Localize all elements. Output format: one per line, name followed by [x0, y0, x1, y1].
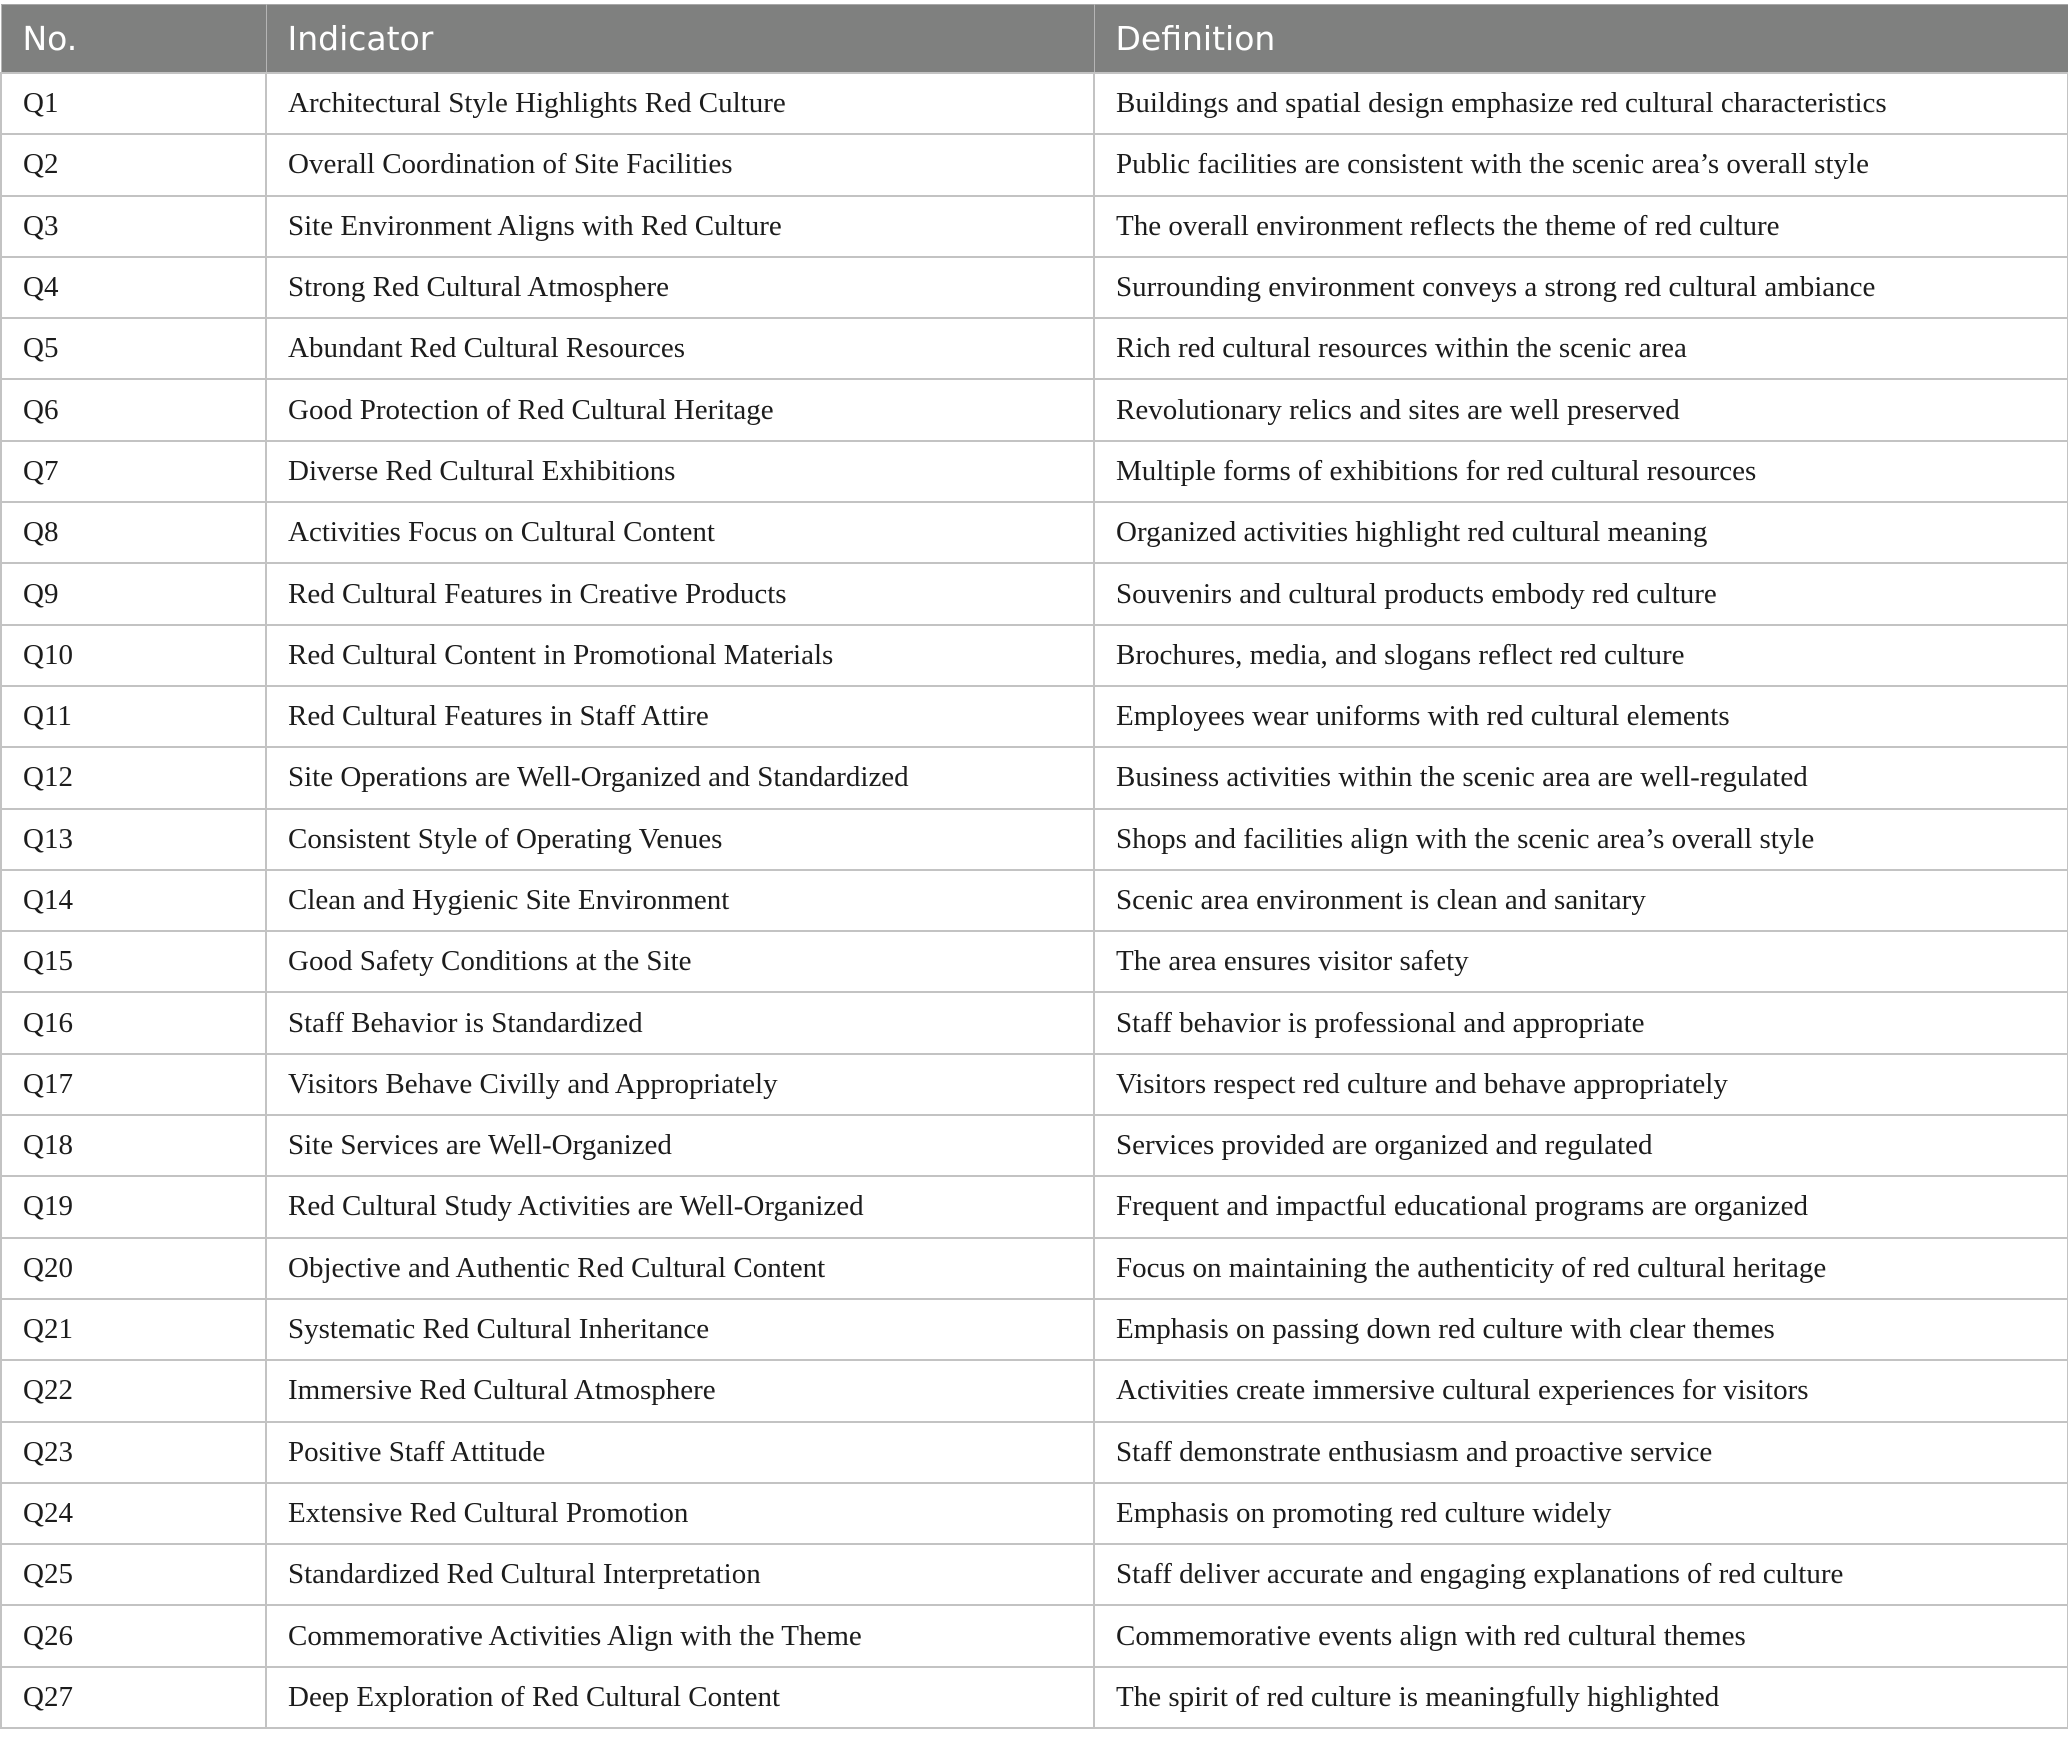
cell-no: Q5: [1, 318, 266, 379]
cell-definition: Surrounding environment conveys a strong red cultural ambiance: [1094, 257, 2068, 318]
cell-no: Q27: [1, 1667, 266, 1728]
table-row: [1, 809, 2068, 870]
table-row: [1, 1054, 2068, 1115]
cell-indicator: Clean and Hygienic Site Environment: [266, 870, 1094, 931]
cell-no: Q10: [1, 625, 266, 686]
column-header-definition: Definition: [1094, 5, 2068, 74]
table-row: [1, 502, 2068, 563]
cell-indicator: Staff Behavior is Standardized: [266, 992, 1094, 1053]
cell-definition: Staff behavior is professional and appropriate: [1094, 992, 2068, 1053]
cell-indicator: Standardized Red Cultural Interpretation: [266, 1544, 1094, 1605]
cell-indicator: Extensive Red Cultural Promotion: [266, 1483, 1094, 1544]
cell-no: Q2: [1, 134, 266, 195]
cell-definition: Visitors respect red culture and behave appropriately: [1094, 1054, 2068, 1115]
cell-no: Q12: [1, 747, 266, 808]
table-row: [1, 686, 2068, 747]
cell-indicator: Site Services are Well-Organized: [266, 1115, 1094, 1176]
table-row: [1, 625, 2068, 686]
table-row: [1, 73, 2068, 134]
cell-indicator: Overall Coordination of Site Facilities: [266, 134, 1094, 195]
table-row: [1, 134, 2068, 195]
cell-definition: Brochures, media, and slogans reflect red culture: [1094, 625, 2068, 686]
table-row: [1, 1667, 2068, 1728]
cell-indicator: Activities Focus on Cultural Content: [266, 502, 1094, 563]
cell-no: Q25: [1, 1544, 266, 1605]
table-header: [1, 5, 2068, 74]
cell-indicator: Consistent Style of Operating Venues: [266, 809, 1094, 870]
cell-no: Q4: [1, 257, 266, 318]
column-header-indicator: Indicator: [266, 5, 1094, 74]
cell-indicator: Red Cultural Features in Creative Products: [266, 563, 1094, 624]
cell-no: Q1: [1, 73, 266, 134]
table-row: [1, 318, 2068, 379]
cell-definition: Frequent and impactful educational programs are organized: [1094, 1176, 2068, 1237]
table-row: [1, 257, 2068, 318]
table-row: [1, 563, 2068, 624]
cell-definition: The overall environment reflects the theme of red culture: [1094, 196, 2068, 257]
cell-no: Q11: [1, 686, 266, 747]
cell-indicator: Systematic Red Cultural Inheritance: [266, 1299, 1094, 1360]
cell-definition: Focus on maintaining the authenticity of red cultural heritage: [1094, 1238, 2068, 1299]
cell-indicator: Red Cultural Study Activities are Well-Organized: [266, 1176, 1094, 1237]
column-header-no: No.: [1, 5, 266, 74]
cell-indicator: Objective and Authentic Red Cultural Content: [266, 1238, 1094, 1299]
cell-no: Q6: [1, 379, 266, 440]
cell-definition: Scenic area environment is clean and sanitary: [1094, 870, 2068, 931]
table-row: [1, 1605, 2068, 1666]
cell-no: Q3: [1, 196, 266, 257]
table-body: [1, 73, 2068, 1728]
cell-indicator: Red Cultural Features in Staff Attire: [266, 686, 1094, 747]
cell-no: Q26: [1, 1605, 266, 1666]
cell-indicator: Positive Staff Attitude: [266, 1422, 1094, 1483]
cell-no: Q24: [1, 1483, 266, 1544]
cell-no: Q15: [1, 931, 266, 992]
cell-definition: Business activities within the scenic area are well-regulated: [1094, 747, 2068, 808]
table-row: [1, 931, 2068, 992]
cell-definition: Buildings and spatial design emphasize red cultural characteristics: [1094, 73, 2068, 134]
cell-no: Q23: [1, 1422, 266, 1483]
cell-indicator: Diverse Red Cultural Exhibitions: [266, 441, 1094, 502]
cell-definition: Shops and facilities align with the scenic area’s overall style: [1094, 809, 2068, 870]
header-row: [1, 5, 2068, 74]
cell-indicator: Commemorative Activities Align with the Theme: [266, 1605, 1094, 1666]
table-row: [1, 870, 2068, 931]
cell-indicator: Site Operations are Well-Organized and Standardized: [266, 747, 1094, 808]
cell-definition: Commemorative events align with red cultural themes: [1094, 1605, 2068, 1666]
cell-indicator: Strong Red Cultural Atmosphere: [266, 257, 1094, 318]
table-row: [1, 1299, 2068, 1360]
cell-no: Q9: [1, 563, 266, 624]
table-row: [1, 1176, 2068, 1237]
cell-definition: Multiple forms of exhibitions for red cultural resources: [1094, 441, 2068, 502]
cell-definition: Souvenirs and cultural products embody red culture: [1094, 563, 2068, 624]
cell-definition: Staff deliver accurate and engaging explanations of red culture: [1094, 1544, 2068, 1605]
cell-definition: The spirit of red culture is meaningfully highlighted: [1094, 1667, 2068, 1728]
table-row: [1, 747, 2068, 808]
cell-no: Q16: [1, 992, 266, 1053]
cell-indicator: Visitors Behave Civilly and Appropriately: [266, 1054, 1094, 1115]
cell-no: Q8: [1, 502, 266, 563]
table-row: [1, 1360, 2068, 1421]
cell-no: Q13: [1, 809, 266, 870]
cell-definition: Emphasis on promoting red culture widely: [1094, 1483, 2068, 1544]
cell-indicator: Immersive Red Cultural Atmosphere: [266, 1360, 1094, 1421]
table-row: [1, 1115, 2068, 1176]
cell-indicator: Deep Exploration of Red Cultural Content: [266, 1667, 1094, 1728]
cell-indicator: Red Cultural Content in Promotional Materials: [266, 625, 1094, 686]
cell-no: Q21: [1, 1299, 266, 1360]
cell-no: Q20: [1, 1238, 266, 1299]
cell-definition: Organized activities highlight red cultural meaning: [1094, 502, 2068, 563]
cell-definition: Services provided are organized and regulated: [1094, 1115, 2068, 1176]
cell-definition: Rich red cultural resources within the scenic area: [1094, 318, 2068, 379]
cell-definition: The area ensures visitor safety: [1094, 931, 2068, 992]
indicator-table: [0, 4, 2068, 1729]
table-row: [1, 1238, 2068, 1299]
cell-indicator: Abundant Red Cultural Resources: [266, 318, 1094, 379]
cell-definition: Staff demonstrate enthusiasm and proactive service: [1094, 1422, 2068, 1483]
cell-no: Q17: [1, 1054, 266, 1115]
cell-no: Q22: [1, 1360, 266, 1421]
table-row: [1, 379, 2068, 440]
cell-no: Q7: [1, 441, 266, 502]
cell-definition: Revolutionary relics and sites are well preserved: [1094, 379, 2068, 440]
table-row: [1, 196, 2068, 257]
cell-indicator: Site Environment Aligns with Red Culture: [266, 196, 1094, 257]
table-row: [1, 1544, 2068, 1605]
table-row: [1, 1422, 2068, 1483]
cell-indicator: Good Protection of Red Cultural Heritage: [266, 379, 1094, 440]
cell-indicator: Architectural Style Highlights Red Culture: [266, 73, 1094, 134]
cell-no: Q14: [1, 870, 266, 931]
table-row: [1, 992, 2068, 1053]
table-row: [1, 1483, 2068, 1544]
cell-no: Q19: [1, 1176, 266, 1237]
cell-definition: Activities create immersive cultural experiences for visitors: [1094, 1360, 2068, 1421]
cell-definition: Public facilities are consistent with the scenic area’s overall style: [1094, 134, 2068, 195]
table-row: [1, 441, 2068, 502]
cell-no: Q18: [1, 1115, 266, 1176]
cell-definition: Employees wear uniforms with red cultural elements: [1094, 686, 2068, 747]
cell-indicator: Good Safety Conditions at the Site: [266, 931, 1094, 992]
cell-definition: Emphasis on passing down red culture with clear themes: [1094, 1299, 2068, 1360]
